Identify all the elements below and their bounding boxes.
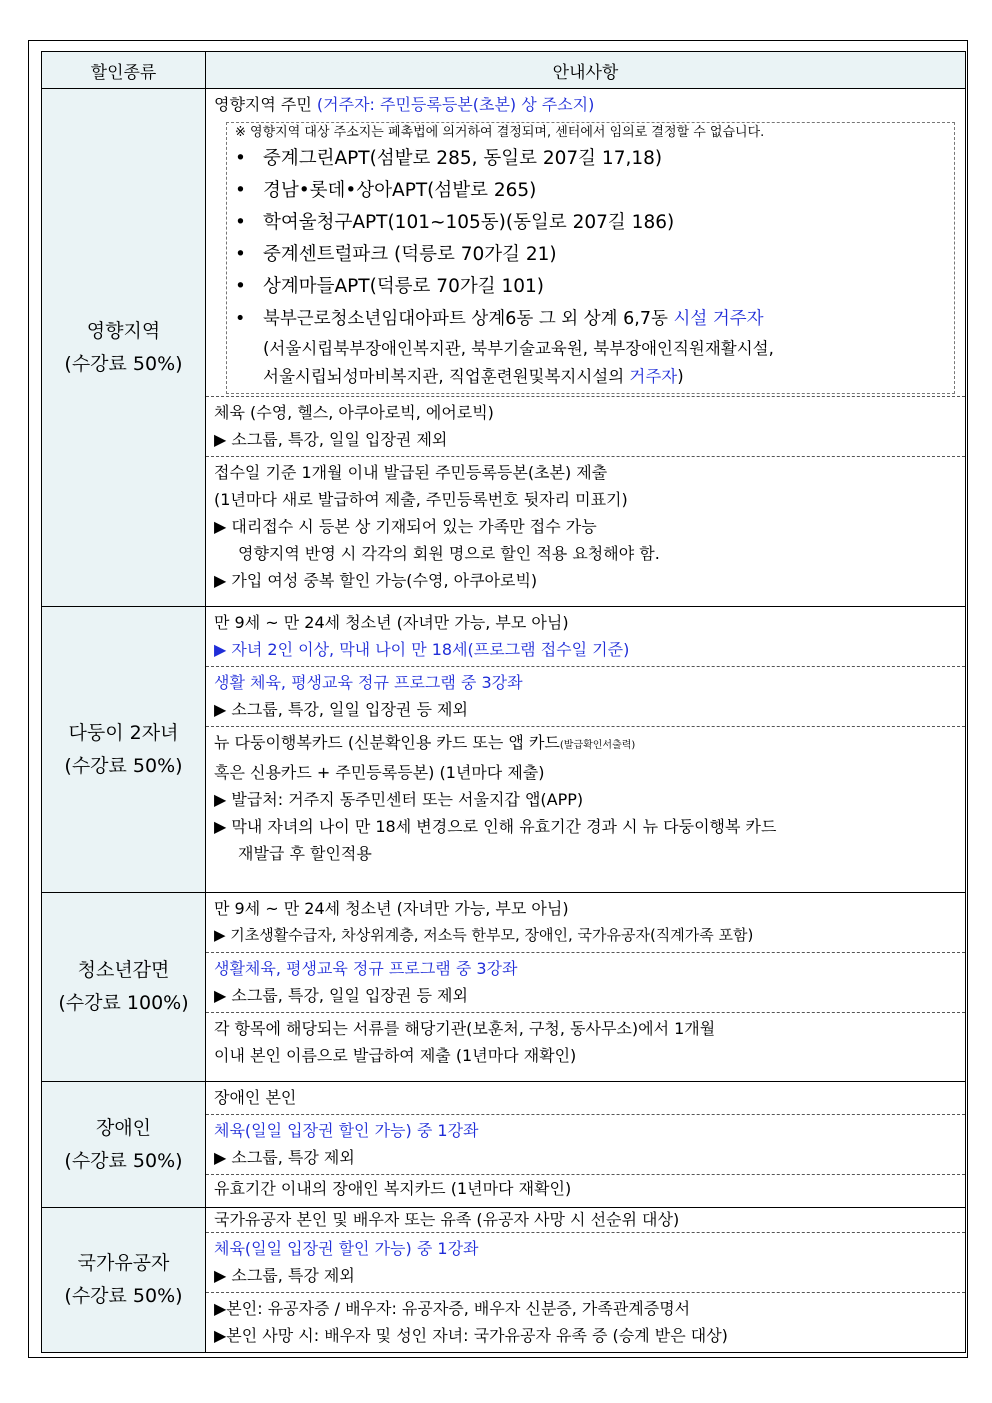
address-item: • 경남•롯데•상아APT(섬밭로 265) bbox=[227, 175, 946, 207]
row-disabled bbox=[42, 1082, 966, 1208]
info-cell bbox=[206, 1208, 966, 1353]
document-block: 뉴 다둥이행복카드 (신분확인용 카드 또는 앱 카드(발급확인서출력) 혹은 신용카드 + 주민등록등본) (1년마다 제출) ▶ 발급처: 거주지 동주민센터 또는 서울지갑 앱(APP) ▶ 막내 자녀의 나이 만 18세 변경으로 인해 유효기간 경과 시 뉴 다둥이행복 카드 재발급 후 할인적용 bbox=[206, 726, 965, 870]
category-name: 국가유공자 bbox=[77, 1252, 170, 1274]
address-list-box bbox=[226, 122, 955, 394]
program-block: 체육(일일 입장권 할인 가능) 중 1강좌 ▶ 소그룹, 특강 제외 bbox=[206, 1232, 965, 1292]
eligibility-block: 만 9세 ~ 만 24세 청소년 (자녀만 가능, 부모 아님) ▶ 자녀 2인 이상, 막내 나이 만 18세(프로그램 접수일 기준) bbox=[214, 613, 630, 659]
info-cell bbox=[206, 893, 966, 1082]
info-cell bbox=[206, 89, 966, 607]
row-youth bbox=[42, 893, 966, 1082]
info-cell bbox=[206, 1082, 966, 1208]
document-block: 유효기간 이내의 장애인 복지카드 (1년마다 재확인) bbox=[206, 1174, 965, 1202]
category-cell bbox=[42, 607, 206, 893]
address-item: • 학여울청구APT(101~105동)(동일로 207길 186) bbox=[227, 207, 946, 239]
category-name: 다둥이 2자녀 bbox=[68, 721, 179, 744]
header-row bbox=[42, 52, 966, 89]
row-veteran bbox=[42, 1208, 966, 1353]
program-block: 생활 체육, 평생교육 정규 프로그램 중 3강좌 ▶ 소그룹, 특강, 일일 입장권 등 제외 bbox=[206, 666, 965, 726]
header-guidance: 안내사항 bbox=[206, 52, 966, 89]
discount-table bbox=[41, 51, 966, 1353]
eligibility-block: 만 9세 ~ 만 24세 청소년 (자녀만 가능, 부모 아님) ▶ 기초생활수급자, 차상위계층, 저소득 한부모, 장애인, 국가유공자(직계가족 포함) bbox=[214, 899, 754, 944]
address-item: • 상계마들APT(덕릉로 70가길 101) bbox=[227, 271, 946, 303]
category-rate: (수강료 50%) bbox=[64, 352, 183, 375]
category-rate: (수강료 50%) bbox=[64, 754, 183, 777]
address-item: • 중계그린APT(섬밭로 285, 동일로 207길 17,18) bbox=[227, 143, 946, 175]
category-cell bbox=[42, 893, 206, 1082]
eligibility-block: 장애인 본인 bbox=[214, 1088, 297, 1107]
document-block: 접수일 기준 1개월 이내 발급된 주민등록등본(초본) 제출 (1년마다 새로 발급하여 제출, 주민등록번호 뒷자리 미표기) ▶ 대리접수 시 등본 상 기재되어 있는 가족만 접수 가능 영향지역 반영 시 각각의 회원 명으로 할인 적용 요청해야 함. ▶ 가입 여성 중복 할인 가능(수영, 아쿠아로빅) bbox=[206, 456, 965, 597]
header-discount-type: 할인종류 bbox=[42, 52, 206, 89]
document-block: 각 항목에 해당되는 서류를 해당기관(보훈처, 구청, 동사무소)에서 1개월 이내 본인 이름으로 발급하여 제출 (1년마다 재확인) bbox=[206, 1012, 965, 1072]
program-block: 체육 (수영, 헬스, 아쿠아로빅, 에어로빅) ▶ 소그룹, 특강, 일일 입장권 제외 bbox=[206, 396, 965, 456]
category-rate: (수강료 50%) bbox=[64, 1149, 183, 1172]
eligibility-highlight: (거주자: 주민등록등본(초본) 상 주소지) bbox=[316, 95, 595, 114]
category-cell bbox=[42, 1208, 206, 1353]
category-name: 장애인 bbox=[95, 1116, 152, 1139]
category-name: 청소년감면 bbox=[77, 959, 170, 981]
facility-list: 서울시립뇌성마비복지관, 직업훈련원및복지시설의 거주자) bbox=[263, 367, 684, 386]
address-item: • 중계센트럴파크 (덕릉로 70가길 21) bbox=[227, 239, 946, 271]
address-note: ※ 영향지역 대상 주소지는 폐촉법에 의거하여 결정되며, 센터에서 임의로 결정할 수 없습니다. bbox=[235, 125, 765, 140]
row-affected-area bbox=[42, 89, 966, 607]
document-block: ▶본인: 유공자증 / 배우자: 유공자증, 배우자 신분증, 가족관계증명서 ▶본인 사망 시: 배우자 및 성인 자녀: 국가유공자 유족 증 (승계 받은 대상) bbox=[206, 1292, 965, 1352]
eligibility-block: 국가유공자 본인 및 배우자 또는 유족 (유공자 사망 시 선순위 대상) bbox=[214, 1210, 680, 1229]
facility-list: (서울시립북부장애인복지관, 북부기술교육원, 북부장애인직원재활시설, bbox=[263, 339, 774, 358]
row-multi-child bbox=[42, 607, 966, 893]
category-name: 영향지역 bbox=[86, 319, 161, 342]
category-rate: (수강료 100%) bbox=[58, 992, 189, 1014]
category-rate: (수강료 50%) bbox=[64, 1285, 183, 1307]
eligibility-text: 영향지역 주민 bbox=[214, 95, 317, 114]
category-cell bbox=[42, 89, 206, 607]
info-cell bbox=[206, 607, 966, 893]
category-cell bbox=[42, 1082, 206, 1208]
eligibility-block bbox=[206, 89, 965, 394]
program-block: 체육(일일 입장권 할인 가능) 중 1강좌 ▶ 소그룹, 특강 제외 bbox=[206, 1114, 965, 1174]
address-item: • 북부근로청소년임대아파트 상계6동 그 외 상계 6,7동 시설 거주자 bbox=[227, 303, 946, 335]
program-block: 생활체육, 평생교육 정규 프로그램 중 3강좌 ▶ 소그룹, 특강, 일일 입장권 등 제외 bbox=[206, 952, 965, 1012]
